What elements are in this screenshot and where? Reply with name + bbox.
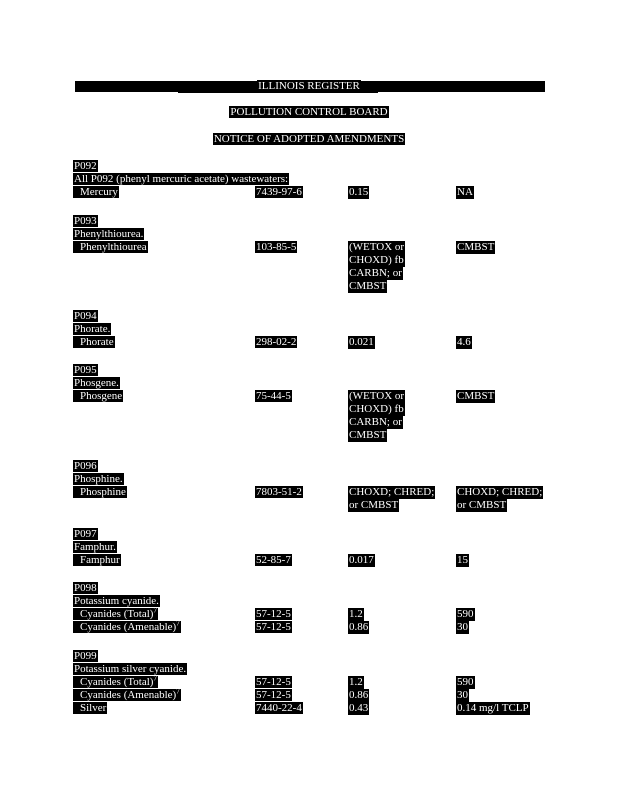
wastewater-standard-line: 0.43 [349,702,369,714]
regulated-constituent [73,702,107,715]
constituent-label [73,186,119,198]
nonwastewater-standard-line: or CMBST [457,499,507,511]
nonwastewater-standard [456,336,472,349]
constituent-name: Phenylthiourea [74,241,147,253]
waste-description: Phorate. [74,323,111,335]
wastewater-standard-line: 0.86 [349,621,369,633]
wastewater-standard-line: 0.86 [349,689,369,701]
waste-code: P097 [74,528,97,540]
regulated-constituent [73,241,148,254]
constituent-label [73,689,181,701]
wastewater-standard-line: or CMBST [349,499,399,511]
wastewater-standard-line: CHOXD) fb [349,254,404,266]
nonwastewater-standard-line: CMBST [457,390,495,402]
footnote-marker: 7 [153,674,157,683]
cas-number: 298-02-2 [256,336,297,348]
footnote-marker: 7 [176,619,180,628]
cas-number: 7440-22-4 [256,702,302,714]
wastewater-standard [348,621,369,634]
waste-description: Phenylthiourea. [74,228,144,240]
nonwastewater-standard [456,186,474,199]
cas-number: 52-85-7 [256,554,291,566]
waste-code: P095 [74,364,97,376]
nonwastewater-standard [456,486,543,512]
wastewater-standard [348,486,435,512]
wastewater-standard-line: (WETOX or [349,241,405,253]
regulated-constituent [73,621,181,634]
nonwastewater-standard [456,689,469,702]
constituent-name: Phosgene [74,390,122,402]
nonwastewater-standard [456,608,475,621]
notice-title: NOTICE OF ADOPTED AMENDMENTS [213,133,405,145]
constituent-name: Phorate [74,336,114,348]
wastewater-standard-line: CHOXD) fb [349,403,404,415]
nonwastewater-standard-line: 15 [457,554,468,566]
nonwastewater-standard [456,390,495,403]
constituent-label [73,336,115,348]
cas-number: 57-12-5 [256,608,291,620]
constituent-label [73,486,127,498]
constituent-label [73,621,181,633]
regulated-constituent [73,676,158,689]
regulated-constituent [73,689,181,702]
wastewater-standard [348,608,364,621]
regulated-constituent [73,608,158,621]
nonwastewater-standard [456,702,530,715]
wastewater-standard [348,689,369,702]
register-title: ILLINOIS REGISTER [258,80,360,92]
wastewater-standard-line: 0.017 [349,554,374,566]
waste-code: P096 [74,460,97,472]
cas-number: 103-85-5 [256,241,297,253]
wastewater-standard-line: CMBST [349,429,387,441]
wastewater-standard [348,241,405,293]
constituent-label [73,608,158,620]
nonwastewater-standard [456,241,495,254]
nonwastewater-standard-line: CMBST [457,241,495,253]
cas-number: 57-12-5 [256,676,291,688]
nonwastewater-standard-line: 590 [457,608,474,620]
waste-code: P098 [74,582,97,594]
wastewater-standard-line: 0.021 [349,336,374,348]
constituent-name: Mercury [74,186,118,198]
waste-description: All P092 (phenyl mercuric acetate) wastewaters: [74,173,289,185]
constituent-name: Cyanides (Total) [74,676,153,688]
nonwastewater-standard-line: 4.6 [457,336,471,348]
wastewater-standard [348,554,375,567]
nonwastewater-standard-line: 590 [457,676,474,688]
constituent-label [73,554,121,566]
regulated-constituent [73,486,127,499]
cas-number: 75-44-5 [256,390,291,402]
constituent-name: Cyanides (Total) [74,608,153,620]
constituent-name: Silver [74,702,106,714]
waste-description: Phosphine. [74,473,123,485]
regulated-constituent [73,186,119,199]
constituent-label [73,702,107,714]
waste-description: Potassium silver cyanide. [74,663,187,675]
cas-number: 7439-97-6 [256,186,302,198]
constituent-label [73,241,148,253]
waste-description: Potassium cyanide. [74,595,159,607]
nonwastewater-standard [456,554,469,567]
waste-code: P099 [74,650,97,662]
wastewater-standard-line: CARBN; or [349,416,402,428]
nonwastewater-standard [456,621,469,634]
footnote-marker: 7 [153,606,157,615]
constituent-name: Cyanides (Amenable) [74,689,176,701]
wastewater-standard-line: CARBN; or [349,267,402,279]
nonwastewater-standard-line: 30 [457,621,468,633]
nonwastewater-standard [456,676,475,689]
regulated-constituent [73,390,123,403]
constituent-label [73,390,123,402]
waste-code: P093 [74,215,97,227]
footnote-marker: 7 [176,687,180,696]
nonwastewater-standard-line: CHOXD; CHRED; [457,486,543,498]
cas-number: 57-12-5 [256,689,291,701]
waste-description: Phosgene. [74,377,119,389]
nonwastewater-standard-line: 30 [457,689,468,701]
constituent-label [73,676,158,688]
nonwastewater-standard-line: 0.14 mg/l TCLP [457,702,529,714]
wastewater-standard-line: (WETOX or [349,390,405,402]
wastewater-standard [348,676,364,689]
wastewater-standard [348,186,369,199]
wastewater-standard-line: 1.2 [349,676,363,688]
cas-number: 7803-51-2 [256,486,302,498]
waste-code: P092 [74,160,97,172]
wastewater-standard [348,336,375,349]
waste-description: Famphur. [74,541,116,553]
wastewater-standard [348,390,405,442]
board-title: POLLUTION CONTROL BOARD [230,106,388,118]
constituent-name: Phosphine [74,486,126,498]
waste-code: P094 [74,310,97,322]
wastewater-standard-line: CMBST [349,280,387,292]
wastewater-standard [348,702,369,715]
regulated-constituent [73,336,115,349]
wastewater-standard-line: CHOXD; CHRED; [349,486,435,498]
wastewater-standard-line: 1.2 [349,608,363,620]
regulated-constituent [73,554,121,567]
nonwastewater-standard-line: NA [457,186,473,198]
constituent-name: Cyanides (Amenable) [74,621,176,633]
constituent-name: Famphur [74,554,120,566]
cas-number: 57-12-5 [256,621,291,633]
wastewater-standard-line: 0.15 [349,186,369,198]
